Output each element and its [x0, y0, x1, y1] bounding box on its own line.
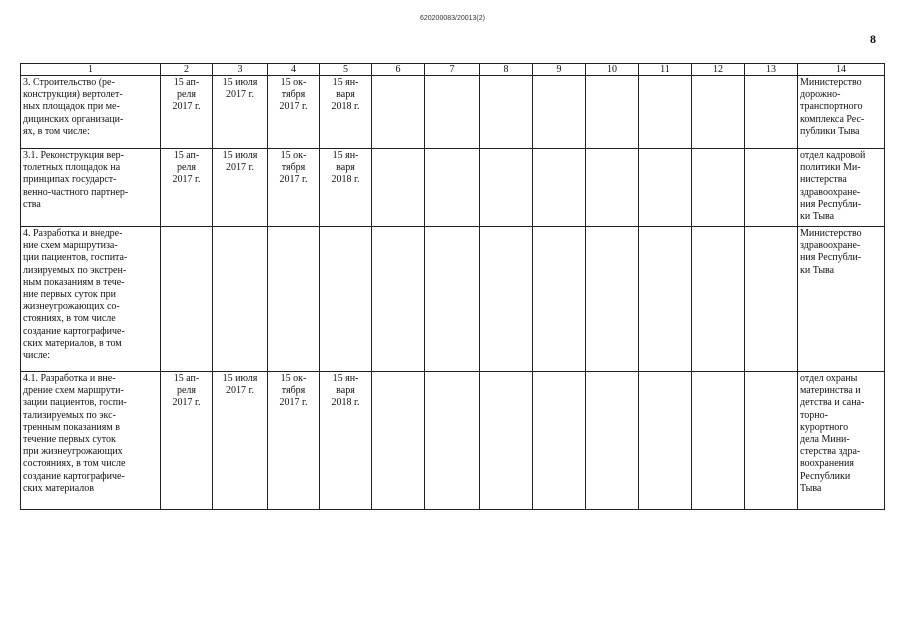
- column-header: 3: [213, 64, 268, 76]
- cell-text-line: ния Республи-: [800, 252, 862, 264]
- date-cell: [161, 372, 213, 510]
- cell-text-line: 15 ян-: [332, 77, 359, 88]
- cell-text-line: 15 ок-: [280, 373, 307, 384]
- cell-text-line: принципах государст-: [23, 174, 117, 186]
- cell-text-line: торно-: [800, 409, 828, 421]
- activity-cell: [21, 76, 161, 149]
- date-cell: [213, 76, 268, 149]
- cell-text-line: 2017 г.: [279, 397, 308, 409]
- cell-text-line: варя: [336, 162, 355, 174]
- cell-text-line: материнства и: [800, 385, 861, 397]
- date-cell: [320, 227, 372, 372]
- date-cell: [268, 372, 320, 510]
- cell-text-line: 15 ок-: [280, 150, 307, 161]
- responsible-cell: [798, 227, 885, 372]
- responsible-cell: [798, 149, 885, 227]
- empty-cell: [745, 372, 798, 510]
- cell-text-line: 2017 г.: [226, 89, 254, 101]
- document-id: 620200083/20013(2): [419, 15, 485, 22]
- cell-text-line: 2018 г.: [331, 397, 360, 409]
- plan-table: [20, 63, 885, 510]
- cell-text-line: тренным показаниям в: [23, 421, 120, 433]
- cell-text-line: детства и сана-: [800, 397, 865, 409]
- empty-cell: [480, 149, 533, 227]
- empty-cell: [586, 372, 639, 510]
- empty-cell: [533, 76, 586, 149]
- empty-cell: [692, 76, 745, 149]
- responsible-cell: [798, 372, 885, 510]
- column-header: 8: [480, 64, 533, 76]
- cell-text-line: 15 июля: [222, 373, 258, 384]
- cell-text-line: 15 июля: [222, 77, 258, 88]
- cell-text-line: 2017 г.: [279, 174, 308, 186]
- empty-cell: [480, 76, 533, 149]
- cell-text-line: 15 ок-: [280, 77, 307, 88]
- cell-text-line: стояниях, в том числе: [23, 313, 116, 325]
- cell-text-line: зации пациентов, госпи-: [23, 397, 127, 409]
- empty-cell: [639, 76, 692, 149]
- empty-cell: [639, 372, 692, 510]
- cell-text-line: 2017 г.: [172, 101, 201, 113]
- cell-text-line: ях, в том числе:: [23, 125, 90, 137]
- cell-text-line: тября: [281, 385, 306, 397]
- cell-text-line: состояниях, в том числе: [23, 458, 126, 470]
- cell-text-line: курортного: [800, 421, 849, 433]
- empty-cell: [533, 372, 586, 510]
- cell-text-line: воохранения: [800, 458, 854, 470]
- date-cell: [161, 149, 213, 227]
- column-number-row: [21, 64, 885, 76]
- cell-text-line: 15 июля: [222, 150, 258, 161]
- cell-text-line: ства: [23, 198, 41, 210]
- cell-text-line: дорожно-: [800, 89, 841, 101]
- empty-cell: [425, 149, 480, 227]
- empty-cell: [372, 76, 425, 149]
- activity-cell: [21, 372, 161, 510]
- empty-cell: [692, 227, 745, 372]
- cell-text-line: 15 ап-: [173, 373, 200, 384]
- column-header: 10: [586, 64, 639, 76]
- cell-text-line: ние схем маршрутиза-: [23, 240, 118, 252]
- cell-text-line: ских материалов: [23, 482, 94, 494]
- cell-text-line: реля: [176, 162, 197, 174]
- cell-text-line: варя: [336, 89, 355, 101]
- cell-text-line: тября: [281, 162, 306, 174]
- empty-cell: [425, 372, 480, 510]
- activity-cell: [21, 227, 161, 372]
- column-header: 11: [639, 64, 692, 76]
- cell-text-line: 15 ап-: [173, 150, 200, 161]
- empty-cell: [586, 227, 639, 372]
- cell-text-line: 2017 г.: [226, 385, 254, 397]
- cell-text-line: ным показаниям в тече-: [23, 276, 125, 288]
- date-cell: [213, 149, 268, 227]
- cell-text-line: конструкция) вертолет-: [23, 89, 123, 101]
- cell-text-line: 15 ян-: [332, 373, 359, 384]
- cell-text-line: течение первых суток: [23, 434, 116, 446]
- responsible-cell: [798, 76, 885, 149]
- activity-cell: [21, 149, 161, 227]
- empty-cell: [586, 76, 639, 149]
- column-header: 13: [745, 64, 798, 76]
- cell-text-line: нистерства: [800, 174, 847, 186]
- cell-text-line: 2017 г.: [172, 174, 201, 186]
- cell-text-line: 4. Разработка и внедре-: [23, 228, 123, 239]
- cell-text-line: Республики: [800, 470, 851, 482]
- cell-text-line: комплекса Рес-: [800, 113, 865, 125]
- cell-text-line: тализируемых по экс-: [23, 409, 116, 421]
- date-cell: [320, 149, 372, 227]
- date-cell: [161, 76, 213, 149]
- column-header: 1: [21, 64, 161, 76]
- column-header: 4: [268, 64, 320, 76]
- cell-text-line: транспортного: [800, 101, 863, 113]
- cell-text-line: 2017 г.: [172, 397, 201, 409]
- cell-text-line: 3. Строительство (ре-: [23, 77, 115, 88]
- table-row: [21, 149, 885, 227]
- empty-cell: [533, 227, 586, 372]
- cell-text-line: 2018 г.: [331, 101, 360, 113]
- cell-text-line: тября: [281, 89, 306, 101]
- cell-text-line: дицинских организаци-: [23, 113, 124, 125]
- empty-cell: [425, 227, 480, 372]
- cell-text-line: лизируемых по экстрен-: [23, 264, 127, 276]
- date-cell: [213, 227, 268, 372]
- column-header: 14: [798, 64, 885, 76]
- cell-text-line: создание картографиче-: [23, 325, 125, 337]
- empty-cell: [745, 227, 798, 372]
- cell-text-line: дрение схем маршрути-: [23, 385, 124, 397]
- date-cell: [268, 227, 320, 372]
- cell-text-line: ных площадок при ме-: [23, 101, 120, 113]
- cell-text-line: 15 ян-: [332, 150, 359, 161]
- date-cell: [268, 76, 320, 149]
- cell-text-line: ки Тыва: [800, 211, 835, 223]
- date-cell: [320, 372, 372, 510]
- cell-text-line: создание картографиче-: [23, 470, 125, 482]
- empty-cell: [639, 149, 692, 227]
- cell-text-line: 3.1. Реконструкция вер-: [23, 150, 124, 161]
- cell-text-line: венно-частного партнер-: [23, 186, 129, 198]
- column-header: 12: [692, 64, 745, 76]
- date-cell: [268, 149, 320, 227]
- empty-cell: [692, 149, 745, 227]
- table-row: [21, 76, 885, 149]
- empty-cell: [586, 149, 639, 227]
- cell-text-line: 15 ап-: [173, 77, 200, 88]
- cell-text-line: Министерство: [800, 77, 862, 88]
- cell-text-line: варя: [336, 385, 355, 397]
- empty-cell: [745, 149, 798, 227]
- cell-text-line: политики Ми-: [800, 162, 861, 174]
- table-row: [21, 227, 885, 372]
- column-header: 6: [372, 64, 425, 76]
- cell-text-line: 2017 г.: [226, 162, 254, 174]
- date-cell: [161, 227, 213, 372]
- cell-text-line: здравоохране-: [800, 240, 861, 252]
- cell-text-line: 4.1. Разработка и вне-: [23, 373, 116, 384]
- cell-text-line: реля: [176, 89, 197, 101]
- cell-text-line: ние первых суток при: [23, 289, 116, 301]
- table-row: [21, 372, 885, 510]
- cell-text-line: публики Тыва: [800, 125, 860, 137]
- cell-text-line: 2017 г.: [279, 101, 308, 113]
- empty-cell: [533, 149, 586, 227]
- cell-text-line: Тыва: [800, 482, 822, 494]
- column-header: 5: [320, 64, 372, 76]
- cell-text-line: ции пациентов, госпита-: [23, 252, 128, 264]
- empty-cell: [425, 76, 480, 149]
- cell-text-line: здравоохране-: [800, 186, 861, 198]
- cell-text-line: ния Республи-: [800, 198, 862, 210]
- column-header: 2: [161, 64, 213, 76]
- cell-text-line: отдел охраны: [800, 373, 858, 384]
- column-header: 9: [533, 64, 586, 76]
- cell-text-line: реля: [176, 385, 197, 397]
- empty-cell: [480, 227, 533, 372]
- empty-cell: [372, 149, 425, 227]
- empty-cell: [372, 227, 425, 372]
- cell-text-line: отдел кадровой: [800, 150, 866, 161]
- empty-cell: [372, 372, 425, 510]
- date-cell: [213, 372, 268, 510]
- column-header: 7: [425, 64, 480, 76]
- cell-text-line: 2018 г.: [331, 174, 360, 186]
- cell-text-line: Министерство: [800, 228, 862, 239]
- cell-text-line: толетных площадок на: [23, 162, 121, 174]
- cell-text-line: ки Тыва: [800, 264, 835, 276]
- cell-text-line: ских материалов, в том: [23, 337, 122, 349]
- cell-text-line: при жизнеугрожающих: [23, 446, 123, 458]
- cell-text-line: жизнеугрожающих со-: [23, 301, 120, 313]
- cell-text-line: числе:: [23, 350, 51, 362]
- empty-cell: [745, 76, 798, 149]
- cell-text-line: стерства здра-: [800, 446, 861, 458]
- empty-cell: [639, 227, 692, 372]
- empty-cell: [480, 372, 533, 510]
- empty-cell: [692, 372, 745, 510]
- date-cell: [320, 76, 372, 149]
- page-number: 8: [870, 32, 876, 46]
- cell-text-line: дела Мини-: [800, 434, 850, 446]
